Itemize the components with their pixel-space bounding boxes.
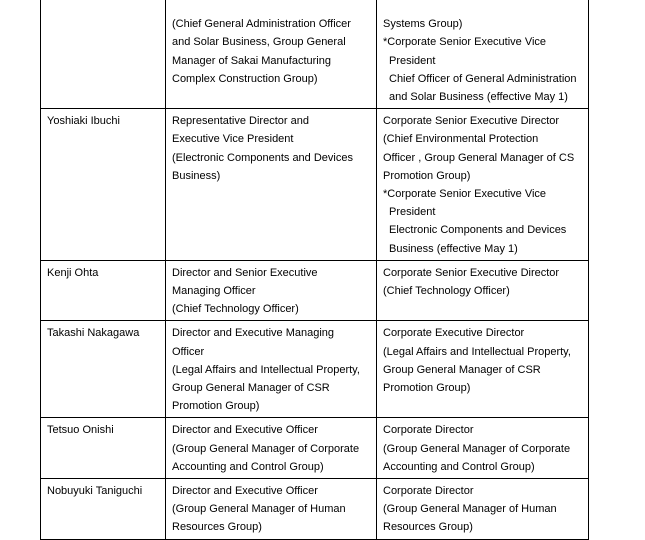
officer-appointments-table	[40, 0, 589, 540]
position-line: Corporate Director	[383, 424, 474, 437]
position-line: and Solar Business, Group General	[172, 36, 346, 49]
position-line: Corporate Director	[383, 485, 474, 498]
position-line: Electronic Components and Devices	[389, 224, 567, 237]
position-line: Corporate Senior Executive Director	[383, 266, 560, 279]
officer-name-cell: Kenji Ohta	[41, 260, 166, 321]
position-line: (Chief Technology Officer)	[383, 285, 510, 298]
position-line: Officer , Group General Manager of CS	[383, 151, 575, 164]
position-line: Accounting and Control Group)	[172, 460, 324, 473]
current-position-cell	[166, 109, 377, 261]
position-line: (Chief General Administration Officer	[172, 18, 351, 31]
officer-name-cell	[41, 0, 166, 109]
current-position-cell	[166, 0, 377, 109]
new-position-cell	[377, 321, 589, 418]
table-row	[41, 479, 589, 540]
position-line: Corporate Senior Executive Director	[383, 115, 560, 128]
officer-name-cell: Nobuyuki Taniguchi	[41, 479, 166, 540]
position-line: (Legal Affairs and Intellectual Property,	[172, 363, 360, 376]
position-line: Promotion Group)	[383, 169, 471, 182]
position-line: Group General Manager of CSR	[172, 382, 330, 395]
position-line: Director and Senior Executive	[172, 266, 318, 279]
position-line: (Chief Environmental Protection	[383, 133, 539, 146]
position-line	[383, 0, 582, 15]
position-line: Chief Officer of General Administration	[389, 72, 577, 85]
position-line	[172, 0, 370, 15]
table-row	[41, 321, 589, 418]
new-position-cell	[377, 109, 589, 261]
position-line: Director and Executive Officer	[172, 485, 318, 498]
position-line: (Group General Manager of Corporate	[383, 442, 571, 455]
position-line: Business (effective May 1)	[389, 242, 518, 255]
position-line: Manager of Sakai Manufacturing	[172, 54, 331, 67]
position-line: Business)	[172, 169, 221, 182]
position-line: Resources Group)	[383, 521, 473, 534]
new-position-cell	[377, 0, 589, 109]
new-position-cell	[377, 479, 589, 540]
position-line: Accounting and Control Group)	[383, 460, 535, 473]
officer-name-cell: Tetsuo Onishi	[41, 418, 166, 479]
position-line: Resources Group)	[172, 521, 262, 534]
position-line: Systems Group)	[383, 18, 463, 31]
position-line: Promotion Group)	[383, 382, 471, 395]
position-line: President	[389, 54, 436, 67]
current-position-cell	[166, 479, 377, 540]
position-line: Executive Vice President	[172, 133, 294, 146]
table-row	[41, 0, 589, 109]
position-line: Promotion Group)	[172, 400, 260, 413]
position-line: President	[389, 206, 436, 219]
table-row	[41, 109, 589, 261]
position-line: Corporate Executive Director	[383, 327, 525, 340]
officer-name-cell: Yoshiaki Ibuchi	[41, 109, 166, 261]
position-line: Managing Officer	[172, 285, 256, 298]
position-line: Group General Manager of CSR	[383, 363, 541, 376]
position-line: Representative Director and	[172, 115, 309, 128]
current-position-cell	[166, 260, 377, 321]
officer-name-cell: Takashi Nakagawa	[41, 321, 166, 418]
current-position-cell	[166, 321, 377, 418]
position-line: Director and Executive Managing	[172, 327, 335, 340]
position-line: *Corporate Senior Executive Vice	[383, 36, 547, 49]
position-line: (Electronic Components and Devices	[172, 151, 353, 164]
table-row	[41, 260, 589, 321]
position-line: (Group General Manager of Corporate	[172, 442, 360, 455]
position-line: Complex Construction Group)	[172, 72, 318, 85]
new-position-cell	[377, 418, 589, 479]
position-line: *Corporate Senior Executive Vice	[383, 188, 547, 201]
position-line: (Chief Technology Officer)	[172, 303, 299, 316]
position-line: and Solar Business (effective May 1)	[389, 91, 568, 104]
current-position-cell	[166, 418, 377, 479]
table-row	[41, 418, 589, 479]
new-position-cell	[377, 260, 589, 321]
position-line: (Group General Manager of Human	[172, 503, 346, 516]
position-line: (Legal Affairs and Intellectual Property,	[383, 345, 571, 358]
position-line: (Group General Manager of Human	[383, 503, 557, 516]
position-line: Director and Executive Officer	[172, 424, 318, 437]
position-line: Officer	[172, 345, 205, 358]
